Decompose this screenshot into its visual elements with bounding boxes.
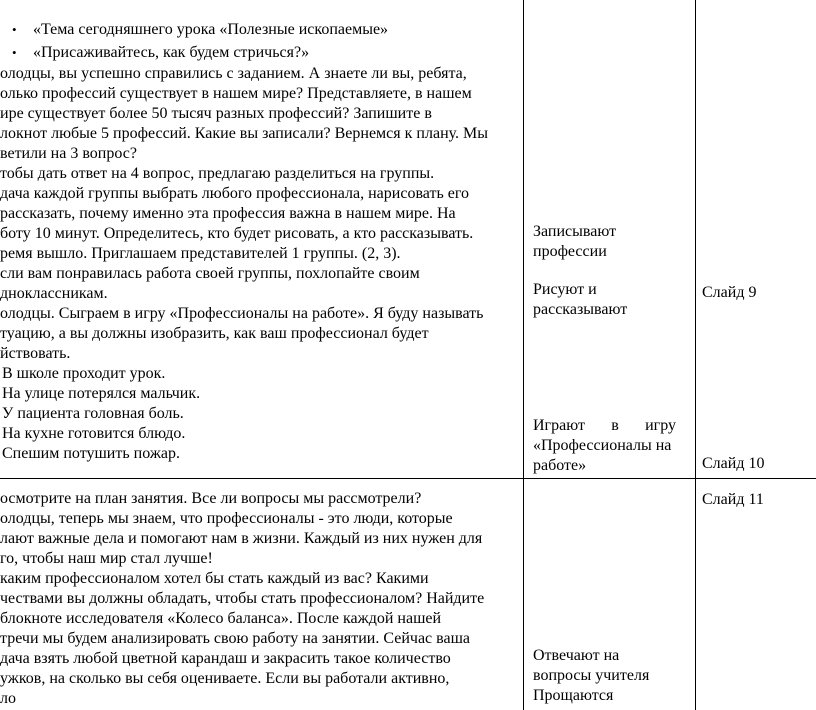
teacher-text-line: олодцы. Сыграем в игру «Профессионалы на работе». Я буду называть — [0, 305, 484, 322]
teacher-text-line: лают важные дела и помогают нам в жизни. Каждый из них нужен для — [0, 530, 483, 547]
student-activity-line: рассказывают — [533, 301, 628, 318]
student-activity-line: работе» — [533, 457, 587, 474]
teacher-bullet-line: «Присаживайтесь, как будем стричься?» — [33, 44, 310, 61]
student-game-line — [533, 416, 676, 435]
slide-label: Слайд 10 — [702, 455, 765, 472]
teacher-text-line: дача взять любой цветной карандаш и закрасить такое количество — [0, 650, 451, 667]
teacher-text-line: ремя вышло. Приглашаем представителей 1 группы. (2, 3). — [0, 245, 401, 262]
teacher-text-line: олько профессий существует в нашем мире? Представляете, в нашем — [0, 85, 472, 102]
teacher-text-line: сли вам понравилась работа своей группы, похлопайте своим — [0, 265, 420, 282]
student-activity-line: Отвечают на — [533, 647, 620, 664]
student-activity-line: вопросы учителя — [533, 667, 650, 684]
teacher-text-line: тречи мы будем анализировать свою работу на занятии. Сейчас ваша — [0, 630, 471, 647]
teacher-text-line: чествами вы должны обладать, чтобы стать профессионалом? Найдите — [0, 590, 485, 607]
row-divider — [0, 478, 816, 479]
teacher-text-line: го, чтобы наш мир стал лучше! — [0, 550, 213, 567]
student-activity-line: Рисуют и — [533, 281, 597, 298]
teacher-text-line: олодцы, вы успешно справились с заданием. А знаете ли вы, ребята, — [0, 65, 467, 82]
game-situation-item: В школе проходит урок. — [2, 365, 166, 382]
slide-label: Слайд 11 — [702, 491, 764, 508]
slide-label: Слайд 9 — [702, 284, 757, 301]
game-situation-item: На улице потерялся мальчик. — [2, 385, 201, 402]
teacher-text-line: ветили на 3 вопрос? — [0, 145, 137, 162]
teacher-text-line: туацию, а вы должны изобразить, как ваш профессионал будет — [0, 325, 429, 342]
teacher-text-line: боту 10 минут. Определитесь, кто будет рисовать, а кто рассказывать. — [0, 225, 474, 242]
teacher-text-line: ужков, на сколько вы себя оцениваете. Если вы работали активно, — [0, 670, 450, 687]
teacher-text-line: йствовать. — [0, 345, 71, 362]
student-game-word: игру — [645, 417, 676, 434]
student-game-word: в — [611, 417, 619, 434]
game-situation-item: У пациента головная боль. — [2, 405, 184, 422]
bullet-icon: • — [12, 22, 17, 37]
teacher-text-line: каким профессионалом хотел бы стать каждый из вас? Какими — [0, 570, 429, 587]
teacher-text-line: ло — [0, 690, 16, 707]
student-activity-line: профессии — [533, 243, 607, 260]
teacher-text-line: дача каждой группы выбрать любого профессионала, нарисовать его — [0, 185, 470, 202]
teacher-bullet-line: «Тема сегодняшнего урока «Полезные ископаемые» — [33, 21, 389, 38]
student-activity-line: «Профессионалы на — [533, 437, 672, 454]
student-game-word: Играют — [533, 417, 585, 434]
column-divider-teacher-student — [523, 0, 524, 710]
teacher-text-line: осмотрите на план занятия. Все ли вопросы мы рассмотрели? — [0, 490, 422, 507]
teacher-text-line: дноклассникам. — [0, 285, 108, 302]
game-situation-item: Спешим потушить пожар. — [2, 445, 180, 462]
student-activity-line: Прощаются — [533, 687, 614, 704]
student-activity-line: Записывают — [533, 223, 617, 240]
column-divider-student-slides — [695, 0, 696, 710]
teacher-text-line: олодцы, теперь мы знаем, что профессионалы - это люди, которые — [0, 510, 453, 527]
teacher-text-line: ире существует более 50 тысяч разных профессий? Запишите в — [0, 105, 432, 122]
teacher-text-line: локнот любые 5 профессий. Какие вы записали? Вернемся к плану. Мы — [0, 125, 488, 142]
teacher-text-line: блокноте исследователя «Колесо баланса». После каждой нашей — [0, 610, 442, 627]
teacher-text-line: тобы дать ответ на 4 вопрос, предлагаю разделиться на группы. — [0, 165, 435, 182]
bullet-icon: • — [12, 45, 17, 60]
game-situation-item: На кухне готовится блюдо. — [2, 425, 186, 442]
teacher-text-line: рассказать, почему именно эта профессия важна в нашем мире. На — [0, 205, 456, 222]
